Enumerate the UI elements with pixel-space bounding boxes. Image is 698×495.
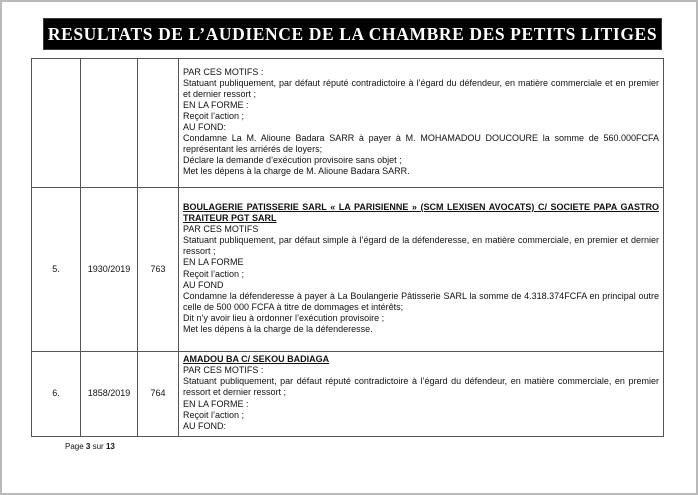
decision-line: Condamne La M. Alioune Badara SARR à payer à M. MOHAMADOU DOUCOURE la somme de 560.000FCFA représentant les arriérés de loyers; xyxy=(183,133,659,155)
case-decision xyxy=(179,59,664,188)
decision-line: Déclare la demande d’exécution provisoire sans objet ; xyxy=(183,155,402,166)
decision-line: Reçoit l’action ; xyxy=(183,110,245,121)
decision-line: Statuant publiquement, par défaut réputé contradictoire à l’égard du défendeur, en matière commerciale, en premier ressort et dernier ressort ; xyxy=(183,376,659,398)
case-rg-number: 1930/2019 xyxy=(81,188,138,352)
decision-line: Condamne la défenderesse à payer à La Boulangerie Pâtisserie SARL la somme de 4.318.374FCFA en principal outre celle de 500 000 FCFA à titre de dommages et intérêts; xyxy=(183,290,659,312)
table-row xyxy=(32,188,664,352)
decision-line: Statuant publiquement, par défaut simple à l’égard de la défenderesse, en matière commerciale, en premier et dernier ressort ; xyxy=(183,235,659,257)
table-row xyxy=(32,59,664,188)
footer-page-label: Page xyxy=(65,442,84,451)
table-row xyxy=(32,352,664,437)
decision-line: PAR CES MOTIFS xyxy=(183,224,259,235)
case-decision xyxy=(179,188,664,352)
page-title xyxy=(44,19,661,49)
decision-line: Met les dépens à la charge de la défenderesse. xyxy=(183,323,373,334)
decision-line: PAR CES MOTIFS : xyxy=(183,66,264,77)
decision-line: EN LA FORME xyxy=(183,257,244,268)
decision-line: EN LA FORME : xyxy=(183,398,249,409)
decision-line: Reçoit l’action ; xyxy=(183,268,245,279)
case-parties: AMADOU BA C/ SEKOU BADIAGA xyxy=(183,354,330,365)
page-title-text: RESULTATS DE L’AUDIENCE DE LA CHAMBRE DES PETITS LITIGES xyxy=(47,23,658,44)
case-parties: BOULAGERIE PATISSERIE SARL « LA PARISIENNE » (SCM LEXISEN AVOCATS) C/ SOCIETE PAPA GASTRO TRAITEUR PGT SARL xyxy=(183,201,659,224)
case-number xyxy=(32,59,81,188)
decision-line: Met les dépens à la charge de M. Alioune Badara SARR. xyxy=(183,166,410,177)
case-number: 5. xyxy=(32,188,81,352)
case-repertoire-number: 763 xyxy=(138,188,179,352)
decision-line: Dit n’y avoir lieu à ordonner l’exécution provisoire ; xyxy=(183,312,385,323)
case-rg-number: 1858/2019 xyxy=(81,352,138,437)
footer-page-total: 13 xyxy=(105,442,115,451)
decision-line: EN LA FORME : xyxy=(183,99,249,110)
footer-separator: sur xyxy=(92,442,104,451)
decision-line: AU FOND: xyxy=(183,420,227,431)
case-decision xyxy=(179,352,664,437)
case-rg-number xyxy=(81,59,138,188)
decision-line: Reçoit l’action ; xyxy=(183,409,245,420)
footer-page-number: 3 xyxy=(85,442,91,451)
results-table xyxy=(31,58,664,437)
case-repertoire-number: 764 xyxy=(138,352,179,437)
page-footer xyxy=(65,442,115,451)
case-repertoire-number xyxy=(138,59,179,188)
decision-line: Statuant publiquement, par défaut réputé contradictoire à l’égard du défendeur, en matière commerciale et en premier et dernier ressort ; xyxy=(183,77,659,99)
decision-line: AU FOND xyxy=(183,279,224,290)
case-number: 6. xyxy=(32,352,81,437)
decision-line: PAR CES MOTIFS : xyxy=(183,365,264,376)
decision-line: AU FOND: xyxy=(183,122,227,132)
